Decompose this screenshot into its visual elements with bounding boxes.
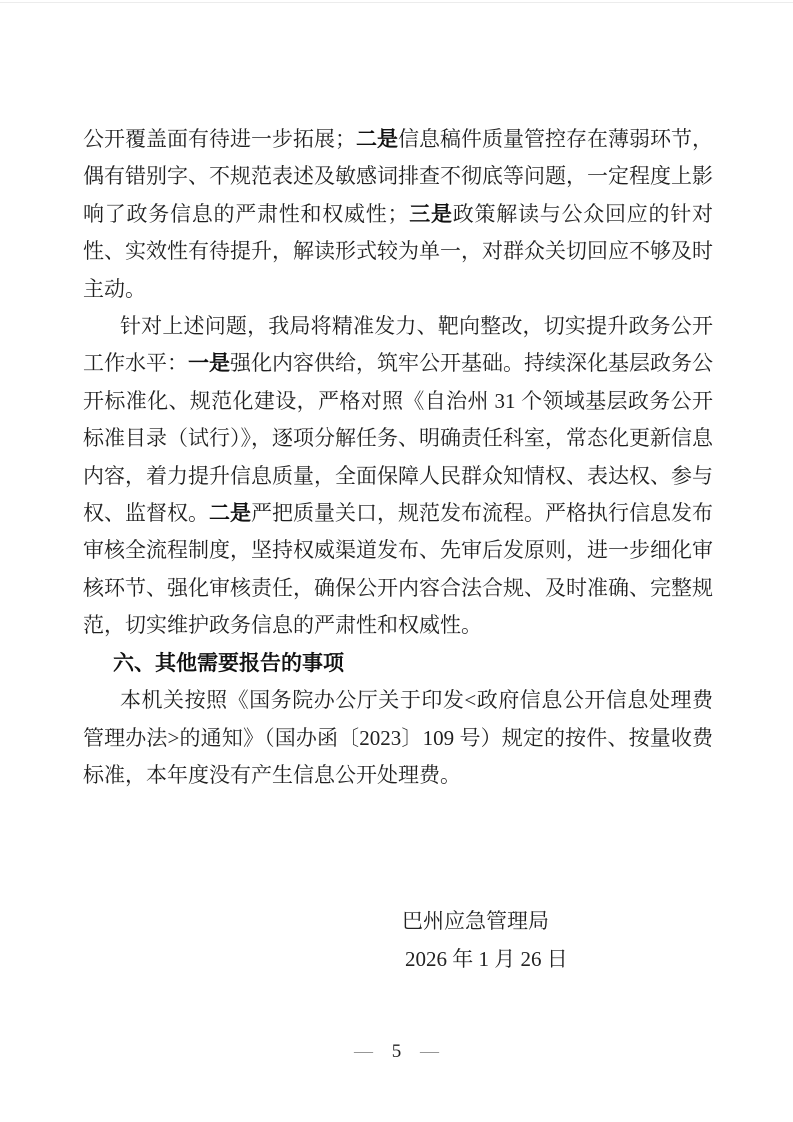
- emphasis-term: 三是: [408, 202, 453, 226]
- paragraph-fees: [83, 682, 713, 794]
- text-run: 针对上述问题，我局将精准发力、靶向整改，切实提升政务公开工作水平：: [83, 314, 713, 376]
- section-heading-six: 六、其他需要报告的事项: [113, 651, 344, 675]
- document-body: [83, 121, 713, 794]
- emphasis-term: 二是: [209, 502, 251, 526]
- emphasis-term: 一是: [188, 352, 230, 376]
- signature-date: 2026 年 1 月 26 日: [405, 947, 568, 971]
- text-run: 政策解读与公众回应的针对性、实效性有待提升，解读形式较为单一，对群众关切回应不够及时主动。: [83, 201, 713, 301]
- footer-dash-right: —: [420, 1041, 439, 1062]
- page-footer: [0, 1041, 793, 1063]
- text-run: 强化内容供给，筑牢公开基础。持续深化基层政务公开标准化、规范化建设，严格对照《自治州 31 个领域基层政务公开标准目录（试行）》，逐项分解任务、明确责任科室，常态化更新信息内容，着力提升信息质量，全面保障人民群众知情权、表达权、参与权、监督权。: [83, 351, 713, 526]
- emphasis-term: 二是: [356, 128, 398, 151]
- paragraph-rectification: [83, 308, 713, 645]
- text-run: 严把质量关口，规范发布流程。严格执行信息发布审核全流程制度，坚持权威渠道发布、先审后发原则，进一步细化审核环节、强化审核责任，确保公开内容合法合规、及时准确、完整规范，切实维护政务信息的严肃性和权威性。: [83, 501, 713, 638]
- signature-organization: 巴州应急管理局: [402, 909, 549, 933]
- page-number: 5: [391, 1041, 402, 1062]
- text-run: 本机关按照《国务院办公厅关于印发<政府信息公开信息处理费管理办法>的通知》（国办函〔2023〕109 号）规定的按件、按量收费标准，本年度没有产生信息公开处理费。: [83, 688, 713, 787]
- footer-dash-left: —: [354, 1041, 373, 1062]
- text-run: 信息稿件质量管控存在薄弱环节，偶有错别字、不规范表述及敏感词排查不彻底等问题，一定程度上影响了政务信息的严肃性和权威性；: [83, 127, 713, 226]
- text-run: 公开覆盖面有待进一步拓展；: [83, 127, 356, 151]
- page-top-edge-line: [0, 2, 793, 3]
- paragraph-continuation: [83, 121, 713, 308]
